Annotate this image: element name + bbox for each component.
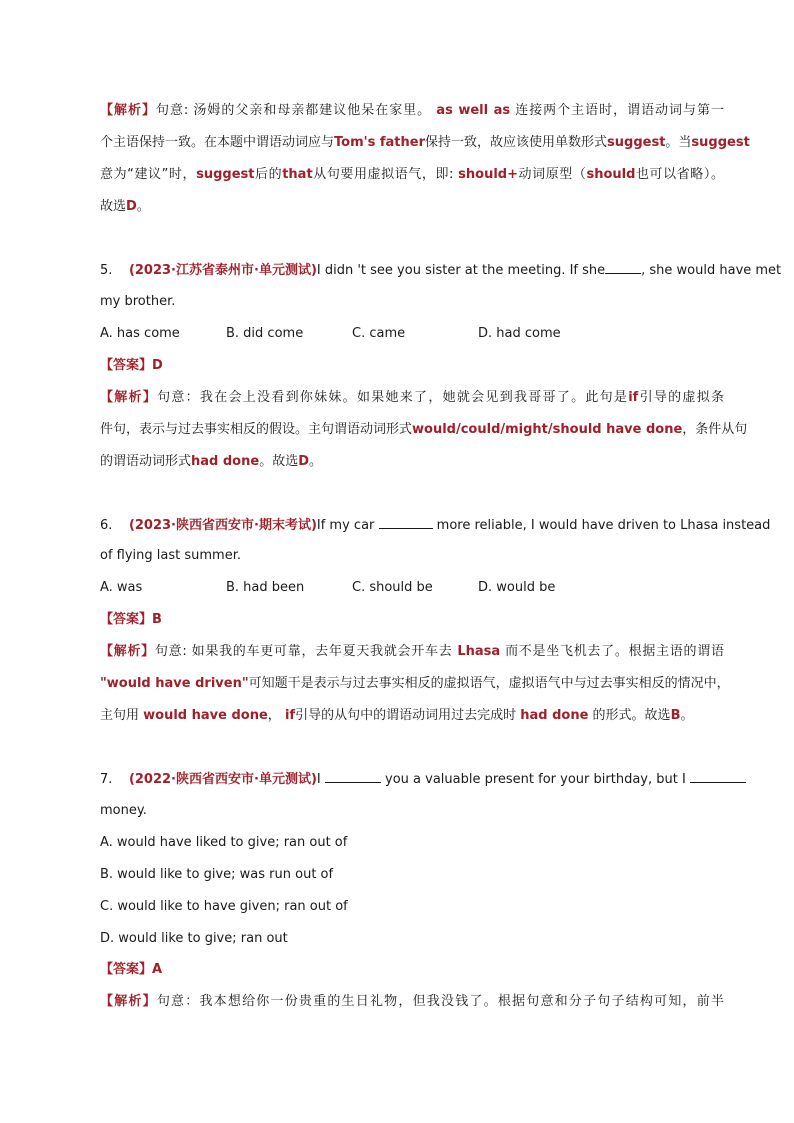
q6-answer: 【答案】B xyxy=(100,612,162,627)
prev-analysis-line-1: 【解析】句意: 汤姆的父亲和母亲都建议他呆在家里。 as well as 连接两个主语时，谓语动词与第一 xyxy=(100,103,724,118)
question-number: 7. xyxy=(100,772,113,787)
question-number: 6. xyxy=(100,518,113,533)
answer-blank xyxy=(605,261,641,274)
question-source: (2023·江苏省泰州市·单元测试) xyxy=(128,263,317,278)
q6-analysis-line-1: 【解析】句意: 如果我的车更可靠，去年夏天我就会开车去 Lhasa 而不是坐飞机去了。根据主语的谓语 xyxy=(100,644,724,659)
q5-stem-line-2: my brother. xyxy=(100,294,176,309)
q6-analysis-line-3: 主句用 would have done， if引导的从句中的谓语动词用过去完成时 had done 的形式。故选B。 xyxy=(100,708,694,723)
q7-option-b: B. would like to give; was run out of xyxy=(100,867,334,882)
q6-option-a: A. was xyxy=(100,580,143,595)
q6-analysis-line-2: "would have driven"可知题干是表示与过去事实相反的虚拟语气，虚拟语气中与过去事实相反的情况中， xyxy=(100,676,730,691)
question-source: (2022·陕西省西安市·单元测试) xyxy=(128,772,317,787)
analysis-label: 【解析】 xyxy=(100,103,156,118)
prev-analysis-line-4: 故选D。 xyxy=(100,199,150,214)
q5-analysis-line-3: 的谓语动词形式had done。故选D。 xyxy=(100,454,323,469)
q7-answer: 【答案】A xyxy=(100,962,163,977)
q6-option-c: C. should be xyxy=(352,580,433,595)
q7-option-c: C. would like to have given; ran out of xyxy=(100,899,348,914)
q7-analysis-line-1: 【解析】句意：我本想给你一份贵重的生日礼物，但我没钱了。根据句意和分子句子结构可知，前半 xyxy=(100,994,724,1009)
q5-stem-line-1: 5. (2023·江苏省泰州市·单元测试)I didn 't see you sister at the meeting. If she , she would have met xyxy=(100,263,782,278)
q6-option-d: D. would be xyxy=(478,580,556,595)
q5-option-d: D. had come xyxy=(478,326,561,341)
q7-option-a: A. would have liked to give; ran out of xyxy=(100,835,348,850)
answer-blank xyxy=(379,516,433,529)
q7-stem-line-1: 7. (2022·陕西省西安市·单元测试)I you a valuable present for your birthday, but I xyxy=(100,770,724,789)
q7-option-d: D. would like to give; ran out xyxy=(100,931,288,946)
question-number: 5. xyxy=(100,263,113,278)
q6-stem-line-2: of flying last summer. xyxy=(100,548,241,563)
prev-analysis-line-2: 个主语保持一致。在本题中谓语动词应与Tom's father保持一致，故应该使用单数形式suggest。当suggest xyxy=(100,135,750,150)
answer-blank xyxy=(325,770,381,783)
q5-analysis-line-2: 件句，表示与过去事实相反的假设。主句谓语动词形式would/could/might/should have done，条件从句 xyxy=(100,422,748,437)
answer-blank xyxy=(690,770,746,783)
q5-option-b: B. did come xyxy=(226,326,304,341)
q5-option-c: C. came xyxy=(352,326,406,341)
prev-analysis-line-3: 意为“建议”时，suggest后的that从句要用虚拟语气，即: should+动词原型（should也可以省略）。 xyxy=(100,167,724,182)
q6-option-b: B. had been xyxy=(226,580,305,595)
q5-analysis-line-1: 【解析】句意：我在会上没看到你妹妹。如果她来了，她就会见到我哥哥了。此句是if引导的虚拟条 xyxy=(100,390,724,405)
q5-option-a: A. has come xyxy=(100,326,180,341)
question-source: (2023·陕西省西安市·期末考试) xyxy=(128,518,317,533)
q5-answer: 【答案】D xyxy=(100,358,163,373)
q7-stem-line-2: money. xyxy=(100,803,147,818)
q6-stem-line-1: 6. (2023·陕西省西安市·期末考试)If my car more reliable, I would have driven to Lhasa instead xyxy=(100,518,771,533)
